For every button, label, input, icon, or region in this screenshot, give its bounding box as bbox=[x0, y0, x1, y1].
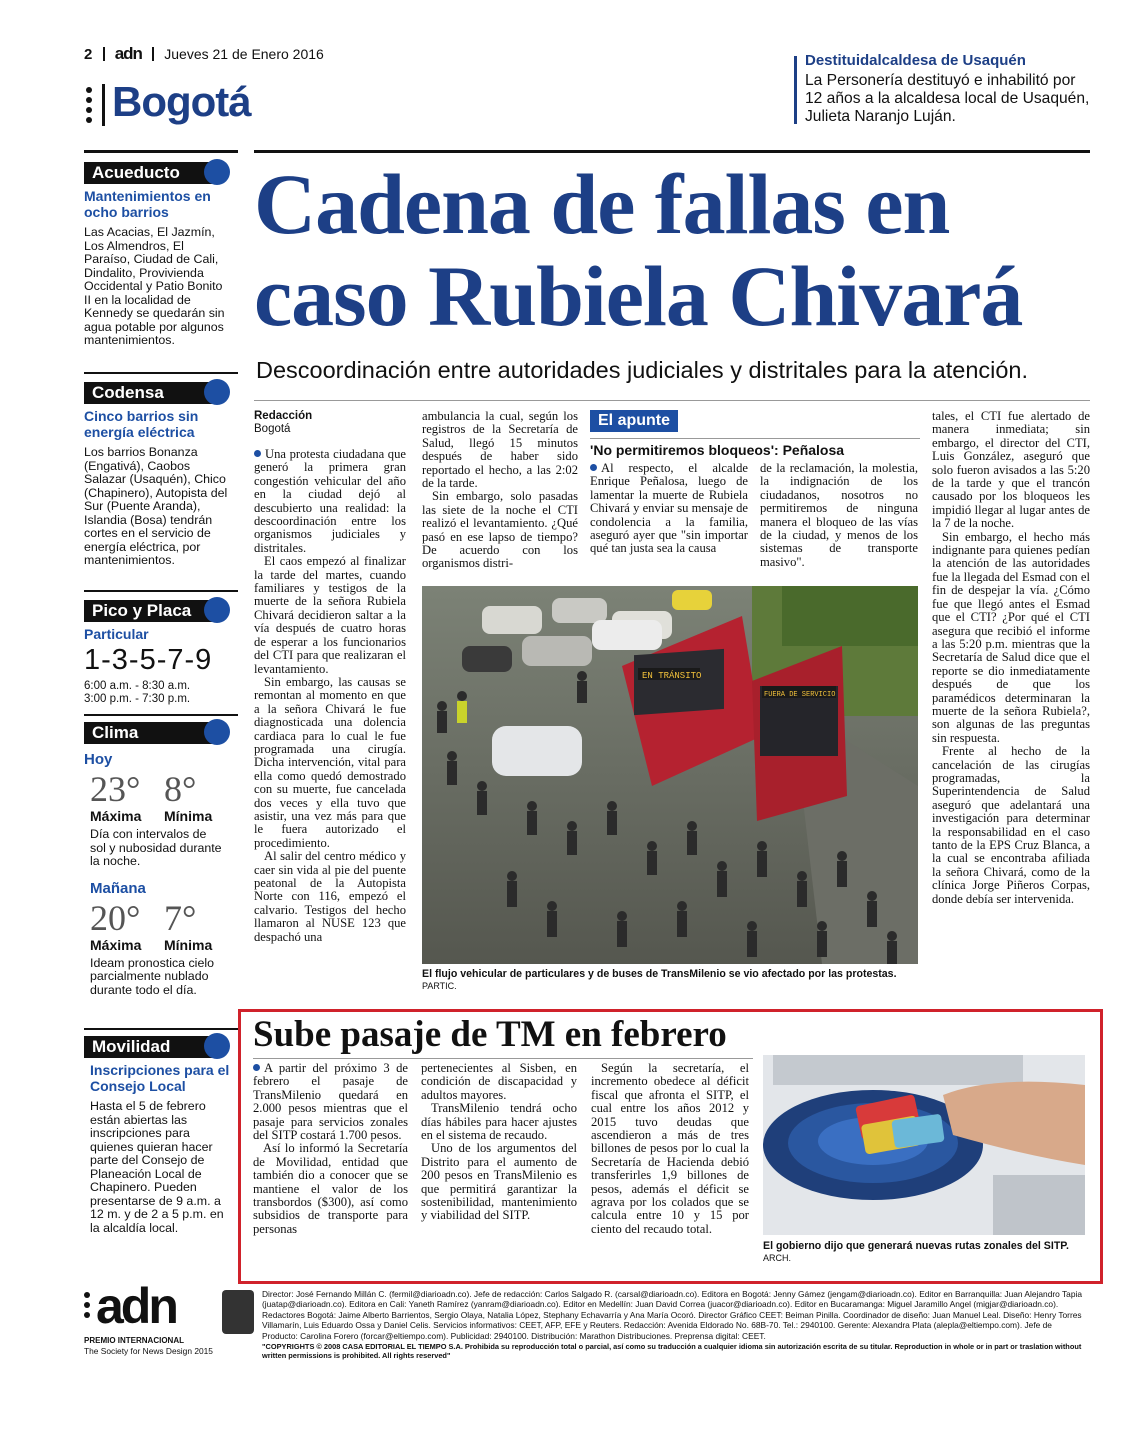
acueducto-header: Acueducto bbox=[84, 162, 212, 184]
main-subhead: Descoordinación entre autoridades judiciales y distritales para la atención. bbox=[256, 357, 1029, 383]
header-logo: adn bbox=[114, 44, 142, 63]
sidebar-acueducto bbox=[84, 162, 240, 348]
pico-numbers: 1-3-5-7-9 bbox=[84, 644, 213, 676]
issue-date: Jueves 21 de Enero 2016 bbox=[164, 46, 324, 62]
speech-bubble-icon bbox=[204, 719, 230, 745]
main-column-4: tales, el CTI fue alertado de manera inmediata; sin embargo, el director del CTI, Luis González, aseguró que solo fueron avisados a las 5:20 de la tarde y que el trancón causado por los bloqueos les impidió llegar al lugar antes de la 7 de la noche. Sin embargo, el hecho más indignante para quienes pedían la atención de las autoridades fue la llegada del Esmad con el fin de despejar la vía. ¿Cómo fue que llegó antes el Esmad que el CTI? ¿Por qué el CTI asegura que recibió el informe a las 5:20 p.m. mientras que la Secretaría de Salud dice que el reporte se dio inmediatamente después de que los paramédicos determinaran la muerte de la señora Rubiela?, son algunas de las preguntas sin respuesta. Frente al hecho de la cancelación de las cirugías programadas, la Superintendencia de Salud aseguró que adelantará una investigación para determinar la responsabilidad en el caso tanto de la EPS Cruz Blanca, a la cual se encontraba afiliada la señora Chivará, como de la clínica Jorge Piñeros Corpas, donde debía ser intervenida. bbox=[932, 409, 1090, 906]
today-min-temp: 8° bbox=[164, 769, 197, 809]
today-max-label: Máxima bbox=[90, 808, 142, 824]
movilidad-text: Hasta el 5 de febrero están abiertas las inscripciones para quienes quieran hacer parte del Consejo de Planeación Local de Chapinero. Pueden presentarse de 9 a.m. a 12 m. y de 2 a 5 p.m. en la alcaldía local. bbox=[90, 1099, 224, 1235]
footer-logo bbox=[84, 1278, 254, 1336]
tomorrow-max-label: Máxima bbox=[90, 936, 142, 953]
teaser-title: Destituidalcaldesa de Usaquén bbox=[805, 52, 1026, 69]
page-number: 2 bbox=[84, 46, 93, 63]
award-label: PREMIO INTERNACIONAL bbox=[84, 1336, 184, 1345]
codensa-text: Los barrios Bonanza (Engativá), Caobos Salazar (Usaquén), Chico (Chapinero), Autopista del Sur (Puente Aranda), Islandia (Bosa) tendrán cortes en el servicio de energía eléctrica, por mantenimientos. bbox=[84, 445, 228, 567]
codensa-header: Codensa bbox=[84, 382, 212, 404]
byline-location: Bogotá bbox=[254, 423, 291, 435]
clima-tomorrow-label: Mañana bbox=[90, 879, 146, 897]
today-min-label: Mínima bbox=[164, 808, 213, 824]
tomorrow-max-temp: 20° bbox=[90, 897, 141, 938]
teaser-text: La Personería destituyó e inhabilitó por 12 años a la alcaldesa local de Usaquén, Julieta Naranjo Luján. bbox=[805, 72, 1090, 125]
footer-logo-text: adn bbox=[96, 1278, 176, 1334]
second-column-1: A partir del próximo 3 de febrero el pasaje de TransMilenio quedará en 2.000 pesos mientras que el pasaje para servicios zonales del SITP costará 1.700 pesos. Así lo informó la Secretaría de Movilidad, entidad que también dio a conocer que se mantiene el valor de los transbordos ($300), así como subsidios de transporte para personas bbox=[253, 1061, 408, 1236]
bus1-sign-text: EN TRÁNSITO bbox=[642, 671, 702, 681]
award-sub: The Society for News Design 2015 bbox=[84, 1346, 213, 1356]
main-column-2: ambulancia la cual, según los registros de la Secretaría de Salud, llegó 15 minutos después de haber sido reportado el hecho, a las 2:02 de la tarde. Sin embargo, solo pasadas las siete de la noche el CTI realizó el levantamiento. ¿Qué pasó en ese lapso de tiempo? De acuerdo con los organismos distri- bbox=[422, 409, 578, 571]
sidebar-movilidad bbox=[84, 1036, 240, 1235]
main-column-1: Redacción Bogotá Una protesta ciudadana que generó la primera gran congestión vehicular del año en la ciudad dejó al descubierto una realidad: la descoordinación entre los organismos judiciales y distritales. El caos empezó al finalizar la tarde del martes, cuando familiares y testigos de la muerte de la señora Rubiela Chivará decidieron saltar a la vía después de cuatro horas de esperar a los funcionarios del CTI para que realizaran el levantamiento. Sin embargo, las causas se remontan al momento en que a la señora Chivará le fue diagnosticada una dolencia cardiaca para lo cual le fue programada una cirugía. Dicha intervención, vital para ella como quedó demostrado con su muerte, fue cancelada dos veces y ella tuvo que asistir, una vez más para que le fuera autorizado el procedimiento. Al salir del centro médico y caer sin vida al pie del puente peatonal de la Autopista Norte con 116, empezó el calvario. Testigos del hecho llamaron al NUSE 123 que despachó una bbox=[254, 410, 406, 944]
sidebar-codensa bbox=[84, 382, 240, 568]
card-reader-illustration bbox=[763, 1055, 1085, 1235]
movilidad-header: Movilidad bbox=[84, 1036, 212, 1058]
protest-scene-illustration bbox=[422, 586, 918, 964]
clima-header: Clima bbox=[84, 722, 212, 744]
pico-subtitle: Particular bbox=[84, 626, 149, 642]
acueducto-subtitle: Mantenimientos en ocho barrios bbox=[84, 188, 211, 220]
pico-header: Pico y Placa bbox=[84, 600, 212, 622]
bullet-icon bbox=[254, 450, 261, 457]
today-max-temp: 23° bbox=[90, 769, 141, 809]
second-headline: Sube pasaje de TM en febrero bbox=[253, 1014, 727, 1055]
main-photo-caption: El flujo vehicular de particulares y de buses de TransMilenio se vio afectado por las protestas. PARTIC. bbox=[422, 968, 897, 991]
byline: Redacción bbox=[254, 410, 313, 422]
tomorrow-min-temp: 7° bbox=[164, 897, 197, 938]
pico-schedule-1: 6:00 a.m. - 8:30 a.m. bbox=[84, 680, 191, 692]
footer-logo-emblem bbox=[222, 1290, 254, 1334]
second-photo bbox=[763, 1055, 1085, 1235]
clima-tomorrow-text: Ideam pronostica cielo parcialmente nublado durante todo el día. bbox=[90, 955, 214, 997]
movilidad-subtitle: Inscripciones para el Consejo Local bbox=[90, 1062, 230, 1094]
acueducto-text: Las Acacias, El Jazmín, Los Almendros, El Paraíso, Ciudad de Cali, Dindalito, Provivienda Occidental y Patio Bonito II en la localidad de Kennedy se quedarán sin agua potable por algunos mantenimientos. bbox=[84, 225, 225, 347]
apunte-label: El apunte bbox=[590, 410, 678, 432]
second-column-2: pertenecientes al Sisben, en condición de discapacidad y adultos mayores. TransMilenio tendrá ocho días hábiles para hacer ajustes en el sistema de recaudo. Uno de los argumentos del Distrito para el aumento de 200 pesos en TransMilenio es que permitirá garantizar la sostenibilidad, mantenimiento y viabilidad del SITP. bbox=[421, 1061, 577, 1223]
bullet-icon bbox=[253, 1064, 260, 1071]
speech-bubble-icon bbox=[204, 597, 230, 623]
footer-copyright: "COPYRIGHTS © 2008 CASA EDITORIAL EL TIEMPO S.A. Prohibida su reproducción total o parcial, así como su traducción a cualquier idioma sin autorización escrita de su titular. Reproduction in whole or in part or traslation without written permissions is prohibited. All rights reserved" bbox=[262, 1342, 1082, 1360]
tomorrow-min-label: Mínima bbox=[164, 936, 213, 953]
bus2-sign-text: FUERA DE SERVICIO bbox=[764, 691, 836, 699]
speech-bubble-icon bbox=[204, 159, 230, 185]
sidebar-pico-placa bbox=[84, 600, 240, 706]
page-header bbox=[84, 44, 344, 64]
main-headline: Cadena de fallas en caso Rubiela Chivará bbox=[254, 156, 1023, 344]
codensa-subtitle: Cinco barrios sin energía eléctrica bbox=[84, 408, 199, 440]
main-photo bbox=[422, 586, 918, 964]
clima-today-label: Hoy bbox=[84, 751, 113, 768]
pico-schedule-2: 3:00 p.m. - 7:30 p.m. bbox=[84, 693, 191, 705]
speech-bubble-icon bbox=[204, 1033, 230, 1059]
clima-today-text: Día con intervalos de sol y nubosidad durante la noche. bbox=[90, 827, 222, 868]
apunte-box: El apunte 'No permitiremos bloqueos': Peñalosa Al respecto, el alcalde Enrique Peñalosa, luego de lamentar la muerte de Rubiela Chivará y enviar su mensaje de condolencia a la familia, aseguró ayer que "sin importar qué tan justa sea la causa de la reclamación, la molestia, la indignación de los ciudadanos, nosotros no permitiremos de ninguna manera el bloqueo de las vías de la ciudad, y menos de los sistemas de transporte masivo". bbox=[590, 412, 918, 569]
bullet-icon bbox=[590, 464, 597, 471]
second-column-3: Según la secretaría, el incremento obedece al déficit fiscal que afronta el SITP, el cual entre los años 2012 y 2015 tuvo deudas que ascendieron a más de tres billones de pesos por lo cual la Secretaría de Hacienda debió transferirles 1,9 billones de pesos, además el déficit se agrava por los colados que se calcula entre 10 y 15 por ciento del recaudo total. bbox=[591, 1061, 749, 1236]
footer-credits: Director: José Fernando Millán C. (fermil@diarioadn.co). Jefe de redacción: Carlos Salgado R. (carsal@diarioadn.co). Editora en Bogotá: Jenny Gámez (jengam@diarioadn.co). Editor en Barranquilla: Juan Alejandro Tapia (juatap@diarioadn.co). Editora en Cali: Yaneth Ramírez (yanram@diarioadn.co). Editor en Medellín: Juan David Correa (juacor@diarioadn.co). Editor en Bucaramanga: Miguel Jaramillo Angel (migjar@diarioadn.co). Redactores Bogotá: Jaime Alberto Barrientos, Sergio Olaya, Natalia López, Stephany Echavarría y Ana María Ocoró. Director Gráfico CEET: Beiman Pinilla. Coordinador de diseño: Juan Manuel Leal. Diseño: Henry Torres Villamarín, Luis Eduardo Ossa y Daniel Celis. Servicios informativos: CEET, AFP, EFE y Reuters. Redacción: Avenida Eldorado No. 68B-70. Tel.: 2940100. Gerente: Alexandra Plata (alepla@eltiempo.com). Jefe de Producto: Carolina Forero (forcar@eltiempo.com). Publicidad: 2940100. Distribución: Marathon Distribuciones. Preprensa digital: CEET. bbox=[262, 1289, 1082, 1341]
sidebar-clima bbox=[84, 722, 240, 997]
speech-bubble-icon bbox=[204, 379, 230, 405]
second-photo-caption: El gobierno dijo que generará nuevas rutas zonales del SITP. ARCH. bbox=[763, 1240, 1069, 1263]
section-marker bbox=[84, 86, 98, 126]
section-title: Bogotá bbox=[112, 78, 251, 125]
apunte-title: 'No permitiremos bloqueos': Peñalosa bbox=[590, 438, 920, 458]
